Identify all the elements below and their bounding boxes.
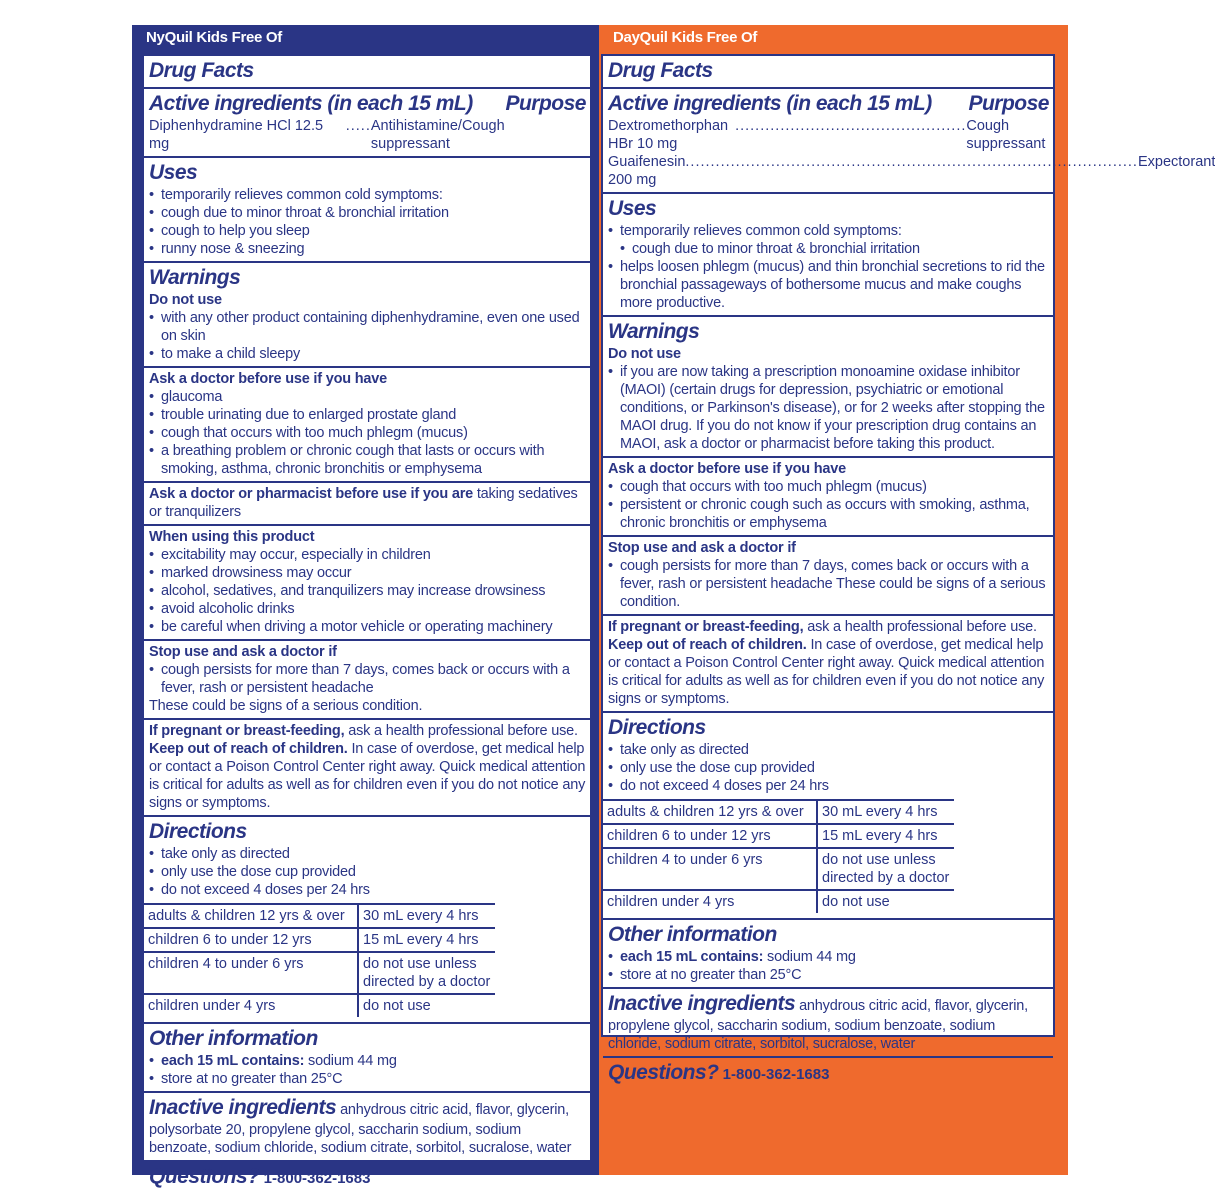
list-item: • only use the dose cup provided — [608, 759, 1049, 777]
keep-out-of-reach: Keep out of reach of children. — [608, 637, 807, 653]
list-item: • temporarily relieves common cold symptoms: — [149, 186, 586, 204]
table-row — [603, 800, 954, 824]
uses-heading: Uses — [149, 161, 198, 184]
phone-number: 1-800-362-1683 — [718, 1066, 830, 1083]
list-item: • helps loosen phlegm (mucus) and thin bronchial secretions to rid the bronchial passageways of bothersome mucus and make coughs more productive. — [608, 258, 1049, 312]
overdose-text: In case of overdose, get medical help or contact a Poison Control Center right away. Quick medical attention is critical for adults as well as for children even if you do not notice any signs or symptoms. — [608, 637, 1045, 707]
when-using-section — [144, 526, 590, 641]
contains-value: sodium 44 mg — [763, 949, 856, 965]
dosing-amount: 15 mL every 4 hrs — [358, 928, 495, 952]
list-item: • persistent or chronic cough such as occurs with smoking, asthma, chronic bronchitis or emphysema — [608, 496, 1049, 532]
table-row — [144, 952, 495, 994]
directions-section — [144, 817, 590, 1024]
dosing-age: children under 4 yrs — [603, 890, 817, 913]
active-ingredients-heading: Active ingredients (in each 15 mL) — [149, 92, 473, 115]
stop-use-heading: Stop use and ask a doctor if — [608, 540, 796, 556]
list-item: • do not exceed 4 doses per 24 hrs — [608, 777, 1049, 795]
contains-label: each 15 mL contains: — [161, 1053, 305, 1069]
drug-facts-title-section — [144, 56, 590, 89]
dosing-age: children 6 to under 12 yrs — [603, 824, 817, 848]
list-item: • glaucoma — [149, 388, 586, 406]
list-item: • if you are now taking a prescription monoamine oxidase inhibitor (MAOI) (certain drugs for depression, psychiatric or emotional conditions, or Parkinson's disease), or for 2 weeks after stopping the MAOI drug. If you do not know if your prescription drug contains an MAOI, ask a doctor or pharmacist before taking this product. — [608, 363, 1049, 453]
questions-heading: Questions? — [608, 1061, 719, 1084]
uses-section — [603, 194, 1053, 317]
dosing-age: children 4 to under 6 yrs — [144, 952, 358, 994]
do-not-use-heading: Do not use — [149, 292, 222, 308]
ask-doctor-section — [603, 458, 1053, 537]
directions-section — [603, 713, 1053, 920]
contains-label: each 15 mL contains: — [620, 949, 764, 965]
purpose-heading: Purpose — [505, 92, 586, 115]
other-info-section — [603, 920, 1053, 989]
list-item — [608, 948, 1049, 966]
dayquil-drug-facts-box — [601, 54, 1215, 1084]
pregnancy-text: ask a health professional before use. — [344, 723, 578, 739]
list-item: • cough that occurs with too much phlegm (mucus) — [149, 424, 586, 442]
warnings-heading: Warnings — [608, 320, 700, 343]
table-row — [603, 824, 954, 848]
ask-doctor-heading: Ask a doctor before use if you have — [608, 461, 846, 477]
dosing-amount: 15 mL every 4 hrs — [817, 824, 954, 848]
table-row — [144, 928, 495, 952]
warnings-section — [144, 263, 590, 368]
keep-out-of-reach: Keep out of reach of children. — [149, 741, 348, 757]
list-item: • store at no greater than 25°C — [149, 1070, 586, 1088]
list-item: • trouble urinating due to enlarged prostate gland — [149, 406, 586, 424]
list-item: • take only as directed — [149, 845, 586, 863]
list-item: • marked drowsiness may occur — [149, 564, 586, 582]
ingredient-row: Guaifenesin 200 mg .......................................................................................... Expectorant — [608, 154, 1215, 188]
list-item: • cough that occurs with too much phlegm (mucus) — [608, 478, 1049, 496]
list-item: • only use the dose cup provided — [149, 863, 586, 881]
list-item: • cough persists for more than 7 days, comes back or occurs with a fever, rash or persistent headache These could be signs of a serious condition. — [608, 557, 1049, 611]
other-info-heading: Other information — [149, 1027, 318, 1050]
dosing-table — [144, 903, 495, 1017]
drug-facts-title: Drug Facts — [608, 59, 713, 82]
ask-pharmacist-heading: Ask a doctor or pharmacist before use if you are — [149, 486, 473, 502]
ingredient-name: Guaifenesin 200 mg — [608, 154, 686, 188]
list-item: • alcohol, sedatives, and tranquilizers may increase drowsiness — [149, 582, 586, 600]
list-item: • a breathing problem or chronic cough that lasts or occurs with smoking, asthma, chronic bronchitis or emphysema — [149, 442, 586, 478]
drug-facts-title: Drug Facts — [149, 59, 254, 82]
list-item: • with any other product containing diphenhydramine, even one used on skin — [149, 309, 586, 345]
table-row — [144, 904, 495, 928]
list-item: • do not exceed 4 doses per 24 hrs — [149, 881, 586, 899]
list-item: • take only as directed — [608, 741, 1049, 759]
do-not-use-heading: Do not use — [608, 346, 681, 362]
list-item: • excitability may occur, especially in children — [149, 546, 586, 564]
nyquil-panel-title: NyQuil Kids Free Of — [146, 29, 282, 46]
ask-doctor-heading: Ask a doctor before use if you have — [149, 371, 387, 387]
dosing-amount: 30 mL every 4 hrs — [358, 904, 495, 928]
stop-use-note: These could be signs of a serious condition. — [149, 698, 423, 714]
list-item: • cough persists for more than 7 days, comes back or occurs with a fever, rash or persistent headache — [149, 661, 586, 697]
pregnancy-heading: If pregnant or breast-feeding, — [608, 619, 804, 635]
dosing-amount: do not use unless directed by a doctor — [817, 848, 954, 890]
active-ingredients-heading: Active ingredients (in each 15 mL) — [608, 92, 932, 115]
other-info-heading: Other information — [608, 923, 777, 946]
ingredient-purpose: Antihistamine/Cough suppressant — [370, 118, 505, 152]
inactive-ingredients-text: anhydrous citric acid, flavor, glycerin, polysorbate 20, propylene glycol, saccharin sodium, sodium benzoate, sodium chloride, sodium citrate, sorbitol, sucralose, water — [149, 1102, 572, 1156]
list-item: • temporarily relieves common cold symptoms: — [608, 222, 1049, 240]
ask-pharmacist-section — [144, 483, 590, 526]
inactive-ingredients-heading: Inactive ingredients — [149, 1096, 337, 1119]
list-item: • cough to help you sleep — [149, 222, 586, 240]
other-info-section — [144, 1024, 590, 1093]
phone-number: 1-800-362-1683 — [259, 1170, 371, 1187]
ingredient-name: Dextromethorphan HBr 10 mg — [608, 118, 729, 152]
contains-value: sodium 44 mg — [304, 1053, 397, 1069]
dosing-amount: do not use unless directed by a doctor — [358, 952, 495, 994]
uses-section — [144, 158, 590, 263]
overdose-text: In case of overdose, get medical help or contact a Poison Control Center right away. Quick medical attention is critical for adults as well as for children even if you do not notice any signs or symptoms. — [149, 741, 586, 811]
inactive-ingredients-section — [144, 1093, 590, 1162]
dosing-age: children under 4 yrs — [144, 994, 358, 1017]
list-item: • cough due to minor throat & bronchial irritation — [149, 204, 586, 222]
dosing-amount: do not use — [358, 994, 495, 1017]
nyquil-panel — [132, 25, 602, 1188]
list-item: • avoid alcoholic drinks — [149, 600, 586, 618]
ask-pharmacist-text: taking sedatives or tranquilizers — [149, 486, 578, 520]
ingredient-purpose: Cough suppressant — [966, 118, 1046, 152]
ingredient-purpose: Expectorant — [1137, 154, 1215, 170]
directions-heading: Directions — [149, 820, 247, 843]
pregnancy-text: ask a health professional before use. — [803, 619, 1037, 635]
purpose-heading: Purpose — [968, 92, 1049, 115]
table-row — [603, 848, 954, 890]
stop-use-section — [144, 641, 590, 720]
table-row — [603, 890, 954, 913]
ingredient-row: Diphenhydramine HCl 12.5 mg ..... Antihistamine/Cough suppressant — [149, 117, 586, 153]
dayquil-panel-title: DayQuil Kids Free Of — [613, 29, 758, 46]
pregnancy-section — [603, 616, 1053, 713]
list-item — [149, 1052, 586, 1070]
warnings-heading: Warnings — [149, 266, 241, 289]
drug-facts-title-section — [603, 56, 1053, 89]
table-row — [144, 994, 495, 1017]
dosing-table — [603, 799, 954, 913]
stop-use-heading: Stop use and ask a doctor if — [149, 644, 337, 660]
dosing-age: adults & children 12 yrs & over — [144, 904, 358, 928]
directions-heading: Directions — [608, 716, 706, 739]
pregnancy-section — [144, 720, 590, 817]
warnings-section — [603, 317, 1053, 458]
questions-section — [144, 1162, 590, 1193]
active-ingredients-section — [144, 89, 590, 158]
nyquil-drug-facts-box — [142, 54, 592, 1188]
questions-section — [603, 1058, 1053, 1089]
list-item: • be careful when driving a motor vehicle or operating machinery — [149, 618, 586, 636]
dayquil-panel — [599, 25, 1215, 1175]
inactive-ingredients-section — [603, 989, 1053, 1058]
questions-heading: Questions? — [149, 1165, 260, 1188]
ask-doctor-section — [144, 368, 590, 483]
dosing-age: children 4 to under 6 yrs — [603, 848, 817, 890]
dosing-age: children 6 to under 12 yrs — [144, 928, 358, 952]
active-ingredients-section — [603, 89, 1215, 194]
inactive-ingredients-text: anhydrous citric acid, flavor, glycerin, propylene glycol, saccharin sodium, sodium benzoate, sodium chloride, sodium citrate, sorbitol, sucralose, water — [608, 998, 1028, 1052]
ingredient-row: Dextromethorphan HBr 10 mg .............................................. Cough suppressant — [608, 117, 1049, 153]
list-item: • to make a child sleepy — [149, 345, 586, 363]
uses-heading: Uses — [608, 197, 657, 220]
pregnancy-heading: If pregnant or breast-feeding, — [149, 723, 345, 739]
stop-use-section — [603, 537, 1053, 616]
ingredient-name: Diphenhydramine HCl 12.5 mg — [149, 118, 324, 152]
dosing-age: adults & children 12 yrs & over — [603, 800, 817, 824]
list-item: • store at no greater than 25°C — [608, 966, 1049, 984]
dosing-amount: do not use — [817, 890, 954, 913]
inactive-ingredients-heading: Inactive ingredients — [608, 992, 796, 1015]
list-item: • cough due to minor throat & bronchial irritation — [608, 240, 1049, 258]
dosing-amount: 30 mL every 4 hrs — [817, 800, 954, 824]
when-using-heading: When using this product — [149, 529, 315, 545]
list-item: • runny nose & sneezing — [149, 240, 586, 258]
